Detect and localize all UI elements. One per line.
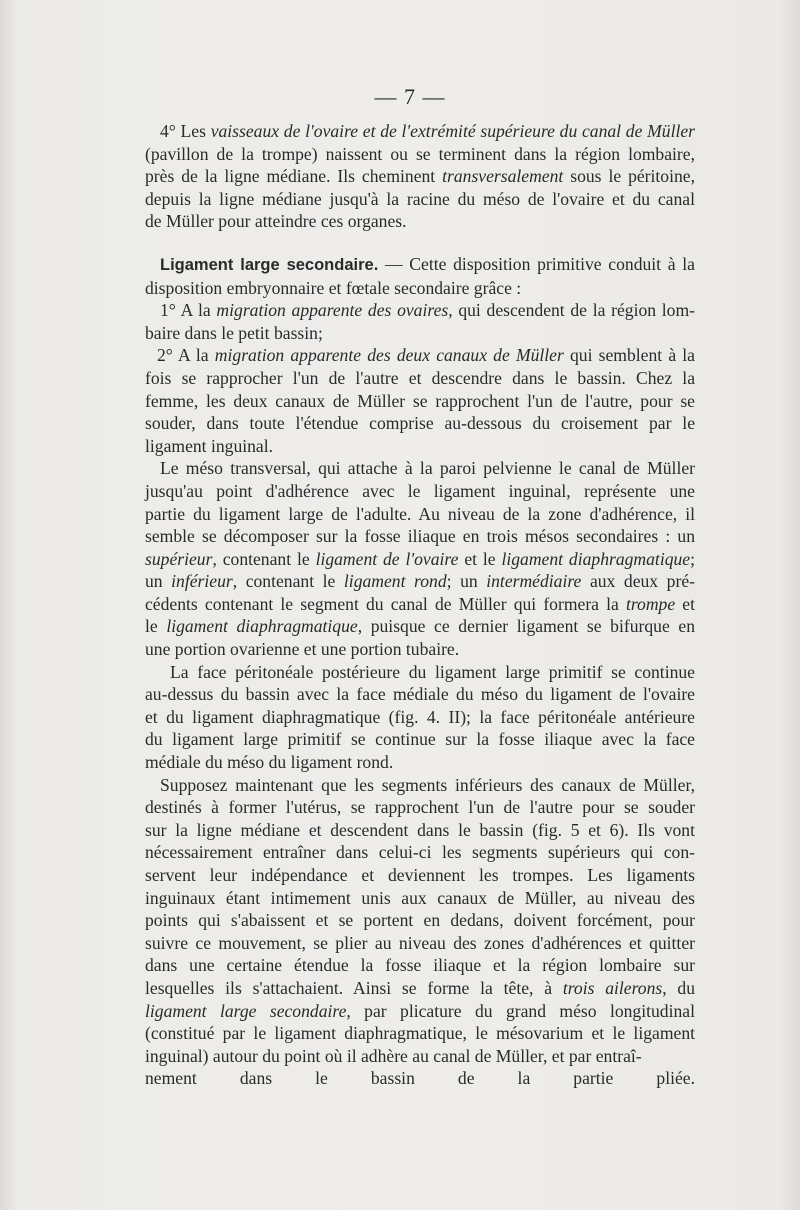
text-run: et du ligament diaphragmatique (fig. 4. II); la face péritonéale antérieure bbox=[145, 706, 695, 727]
text-run: souder, dans toute l'étendue comprise au-dessous du croisement par le bbox=[145, 413, 695, 434]
text-line bbox=[145, 977, 695, 1000]
text-run: 4° Les bbox=[160, 121, 211, 141]
text-run: semble se décomposer sur la fosse iliaque en trois mésos secondaires : un bbox=[145, 526, 695, 547]
text-line bbox=[145, 120, 695, 143]
italic-term: ligament rond bbox=[343, 571, 447, 592]
text-line bbox=[145, 165, 695, 188]
text-run: nécessairement entraîner dans celui-ci les segments supérieurs qui con- bbox=[145, 842, 695, 863]
text-line bbox=[145, 887, 695, 910]
text-line bbox=[145, 819, 695, 842]
text-line bbox=[145, 796, 695, 819]
text-run: (pavillon de la trompe) naissent ou se terminent dans la région lombaire, bbox=[145, 143, 695, 164]
italic-term: trompe bbox=[625, 593, 676, 614]
text-line bbox=[145, 661, 695, 684]
text-run: de Müller pour atteindre ces organes. bbox=[145, 211, 407, 232]
section-heading: Ligament large secondaire. bbox=[160, 255, 379, 274]
text-run: lesquelles ils s'attachaient. Ainsi se forme la tête, à bbox=[145, 977, 563, 998]
text-line bbox=[145, 367, 695, 390]
text-line bbox=[145, 593, 695, 616]
text-run: suivre ce mouvement, se plier au niveau des zones d'adhérences et quitter bbox=[145, 932, 695, 953]
text-run: Supposez maintenant que les segments inférieurs des canaux de Müller, bbox=[160, 774, 695, 795]
text-line bbox=[145, 570, 695, 593]
text-run: et le bbox=[458, 548, 502, 569]
text-line bbox=[145, 932, 695, 955]
text-line bbox=[145, 277, 695, 300]
text-run: aux deux pré- bbox=[581, 571, 695, 592]
text-run: femme, les deux canaux de Müller se rapprochent l'un de l'autre, pour se bbox=[145, 390, 695, 411]
text-run: dans une certaine étendue la fosse iliaque et la région lombaire sur bbox=[145, 955, 695, 976]
text-run: points qui s'abaissent et se portent en dedans, doivent forcément, pour bbox=[145, 910, 695, 931]
text-line bbox=[145, 480, 695, 503]
italic-term: trois ailerons bbox=[562, 977, 663, 998]
text-run: qui semblent à la bbox=[563, 345, 695, 366]
text-run: ; bbox=[690, 548, 696, 569]
text-run: servent leur indépendance et deviennent les trompes. Les ligaments bbox=[145, 865, 695, 885]
text-run: médiale du méso du ligament rond. bbox=[145, 752, 394, 773]
body-text bbox=[145, 120, 695, 1090]
text-run: , contenant le bbox=[212, 548, 316, 569]
text-run: , du bbox=[662, 977, 696, 998]
text-run: partie du ligament large de l'adulte. Au niveau de la zone d'adhérence, il bbox=[145, 503, 695, 524]
text-line bbox=[145, 841, 695, 864]
text-run: près de la ligne médiane. Ils cheminent bbox=[145, 166, 443, 187]
text-run: un bbox=[145, 571, 172, 592]
text-line bbox=[145, 253, 695, 277]
text-run: au-dessus du bassin avec la face médiale du méso du ligament de l'ovaire bbox=[145, 684, 695, 705]
italic-term: ligament de l'ovaire bbox=[315, 548, 459, 569]
page-number: — 7 — bbox=[374, 84, 446, 109]
text-line bbox=[145, 299, 695, 322]
text-run: ; un bbox=[446, 571, 487, 592]
text-line bbox=[145, 457, 695, 480]
text-line bbox=[145, 210, 695, 233]
text-line bbox=[145, 548, 695, 571]
italic-term: ligament diaphragmatique bbox=[501, 548, 691, 569]
text-run: du ligament large primitif se continue sur la fosse iliaque avec la face bbox=[145, 729, 695, 750]
italic-term: transversalement bbox=[442, 166, 564, 187]
text-run: nement dans le bassin de la partie pliée. bbox=[145, 1068, 695, 1089]
text-run: le bbox=[145, 616, 167, 637]
text-run: La face péritonéale postérieure du ligament large primitif se continue bbox=[170, 661, 695, 682]
text-line bbox=[145, 1067, 695, 1090]
text-line bbox=[145, 909, 695, 932]
text-run: , par plicature du grand méso longitudinal bbox=[346, 1000, 695, 1021]
italic-term: vaisseaux de l'ovaire et de l'extrémité supérieure du canal de Müller bbox=[210, 121, 695, 141]
italic-term: ligament large secondaire bbox=[145, 1000, 347, 1021]
text-line bbox=[145, 638, 695, 661]
text-run: baire dans le petit bassin; bbox=[145, 322, 323, 343]
paragraph-gap bbox=[145, 233, 695, 253]
text-run: disposition embryonnaire et fœtale secondaire grâce : bbox=[145, 277, 522, 298]
text-line bbox=[145, 525, 695, 548]
text-run: ligament inguinal. bbox=[145, 435, 274, 456]
text-line bbox=[145, 188, 695, 211]
text-line bbox=[145, 751, 695, 774]
text-line bbox=[145, 435, 695, 458]
text-run: — Cette disposition primitive conduit à la bbox=[378, 253, 695, 274]
text-run: 1° A la bbox=[160, 300, 217, 321]
text-run: , contenant le bbox=[232, 571, 344, 592]
text-line bbox=[145, 683, 695, 706]
text-run: destinés à former l'utérus, se rapprochent l'un de l'autre pour se souder bbox=[145, 797, 695, 818]
text-line bbox=[145, 728, 695, 751]
text-line bbox=[145, 774, 695, 797]
italic-term: inférieur bbox=[171, 571, 233, 592]
text-run: et bbox=[675, 593, 695, 614]
text-line bbox=[145, 864, 695, 887]
text-line bbox=[145, 1000, 695, 1023]
text-line bbox=[145, 1022, 695, 1045]
text-run: inguinal) autour du point où il adhère au canal de Müller, et par entraî- bbox=[145, 1045, 642, 1066]
text-line bbox=[145, 412, 695, 435]
italic-term: intermédiaire bbox=[486, 571, 582, 592]
italic-term: migration apparente des deux canaux de Müller bbox=[214, 345, 564, 366]
text-line bbox=[145, 1045, 695, 1068]
text-run: (constitué par le ligament diaphragmatique, le mésovarium et le ligament bbox=[145, 1023, 695, 1044]
text-line bbox=[145, 344, 695, 367]
text-run: depuis la ligne médiane jusqu'à la racine du méso de l'ovaire et du canal bbox=[145, 188, 695, 209]
text-run: jusqu'au point d'adhérence avec le ligament inguinal, représente une bbox=[145, 480, 695, 501]
italic-term: ligament diaphragmatique bbox=[166, 616, 358, 637]
text-run: 2° A la bbox=[157, 345, 215, 366]
text-line bbox=[145, 390, 695, 413]
text-line bbox=[145, 954, 695, 977]
text-run: , puisque ce dernier ligament se bifurque en bbox=[357, 616, 695, 637]
text-run: cédents contenant le segment du canal de Müller qui formera la bbox=[145, 593, 626, 614]
text-line bbox=[145, 615, 695, 638]
italic-term: supérieur bbox=[145, 548, 213, 569]
text-line bbox=[145, 503, 695, 526]
text-line bbox=[145, 706, 695, 729]
text-run: fois se rapprocher l'un de l'autre et descendre dans le bassin. Chez la bbox=[145, 367, 695, 388]
text-run: Le méso transversal, qui attache à la paroi pelvienne le canal de Müller bbox=[160, 458, 695, 479]
text-run: sous le péritoine, bbox=[563, 166, 695, 187]
italic-term: migration apparente des ovaires bbox=[216, 300, 449, 321]
text-run: inguinaux étant intimement unis aux canaux de Müller, au niveau des bbox=[145, 887, 695, 908]
text-run: , qui descendent de la région lom- bbox=[448, 300, 695, 321]
text-run: une portion ovarienne et une portion tubaire. bbox=[145, 639, 460, 660]
text-line bbox=[145, 322, 695, 345]
text-run: sur la ligne médiane et descendent dans le bassin (fig. 5 et 6). Ils vont bbox=[145, 819, 695, 840]
text-line bbox=[145, 143, 695, 166]
